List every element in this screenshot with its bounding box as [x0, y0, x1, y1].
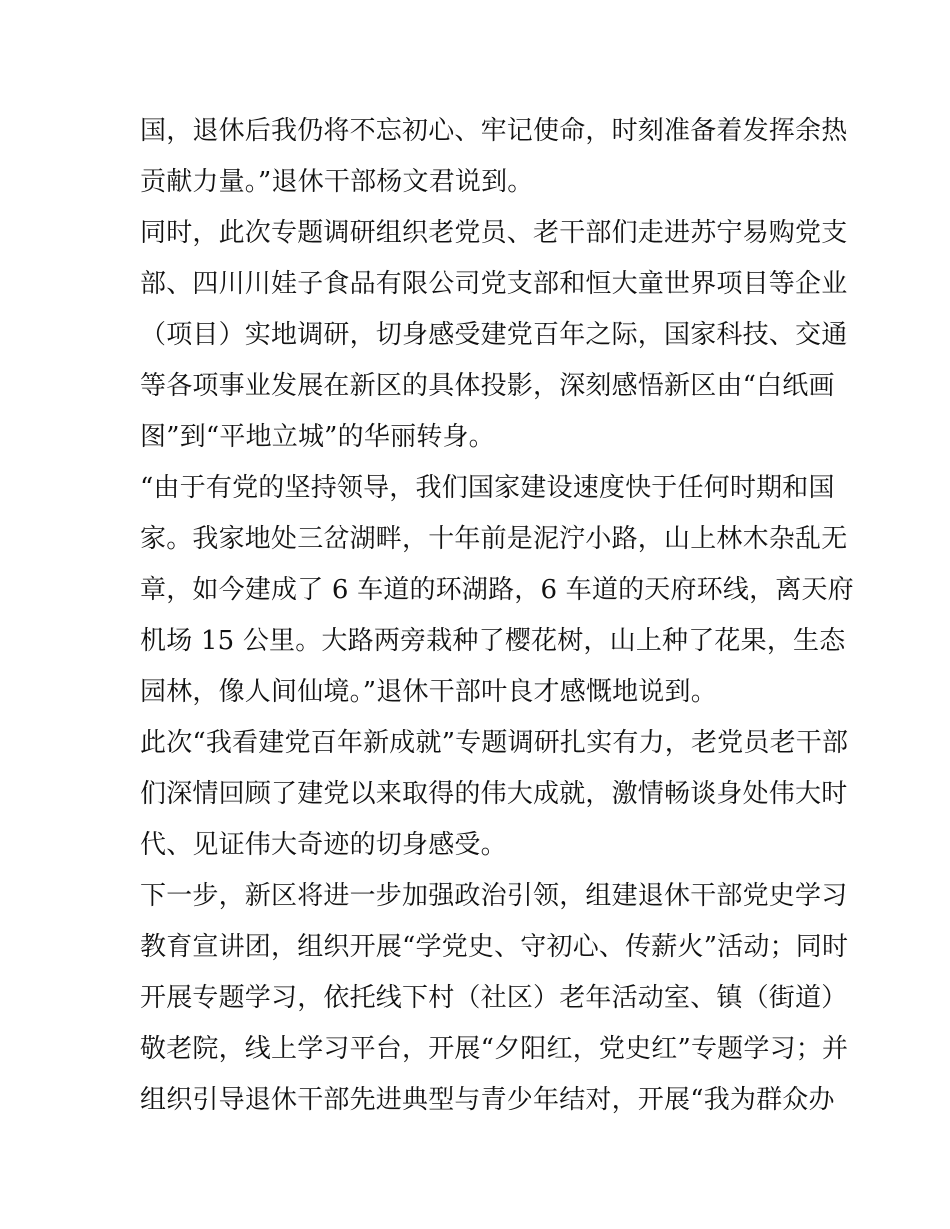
text-line-6: 等各项事业发展在新区的具体投影，深刻感悟新区由“白纸画 [140, 371, 835, 401]
document-page [140, 106, 854, 1126]
text-line-2: 贡献力量。”退休干部杨文君说到。 [140, 167, 534, 197]
text-line-9: 家。我家地处三岔湖畔，十年前是泥泞小路，山上林木杂乱无 [140, 524, 848, 554]
text-line-15: 代、见证伟大奇迹的切身感受。 [140, 830, 507, 860]
text-line-18: 开展专题学习，依托线下村（社区）老年活动室、镇（街道） [140, 983, 848, 1013]
text-line-17: 教育宣讲团，组织开展“学党史、守初心、传薪火”活动；同时 [140, 932, 849, 962]
text-line-4: 部、四川川娃子食品有限公司党支部和恒大童世界项目等企业 [140, 269, 848, 299]
text-line-1: 国，退休后我仍将不忘初心、牢记使命，时刻准备着发挥余热 [140, 116, 848, 146]
text-line-10: 章，如今建成了 6 车道的环湖路，6 车道的天府环线，离天府 [140, 575, 854, 605]
text-line-12: 园林，像人间仙境。”退休干部叶良才感慨地说到。 [140, 677, 717, 707]
text-line-3: 同时，此次专题调研组织老党员、老干部们走进苏宁易购党支 [140, 218, 848, 248]
text-line-14: 们深情回顾了建党以来取得的伟大成就，激情畅谈身处伟大时 [140, 779, 848, 809]
text-line-20: 组织引导退休干部先进典型与青少年结对，开展“我为群众办 [140, 1085, 835, 1115]
text-line-13: 此次“我看建党百年新成就”专题调研扎实有力，老党员老干部 [140, 728, 849, 758]
text-line-5: （项目）实地调研，切身感受建党百年之际，国家科技、交通 [140, 320, 848, 350]
text-line-16: 下一步，新区将进一步加强政治引领，组建退休干部党史学习 [140, 881, 848, 911]
text-line-19: 敬老院，线上学习平台，开展“夕阳红，党史红”专题学习；并 [140, 1034, 849, 1064]
text-line-11: 机场 15 公里。大路两旁栽种了樱花树，山上种了花果，生态 [140, 626, 846, 656]
text-line-8: “由于有党的坚持领导，我们国家建设速度快于任何时期和国 [140, 473, 835, 503]
text-line-7: 图”到“平地立城”的华丽转身。 [140, 422, 495, 452]
